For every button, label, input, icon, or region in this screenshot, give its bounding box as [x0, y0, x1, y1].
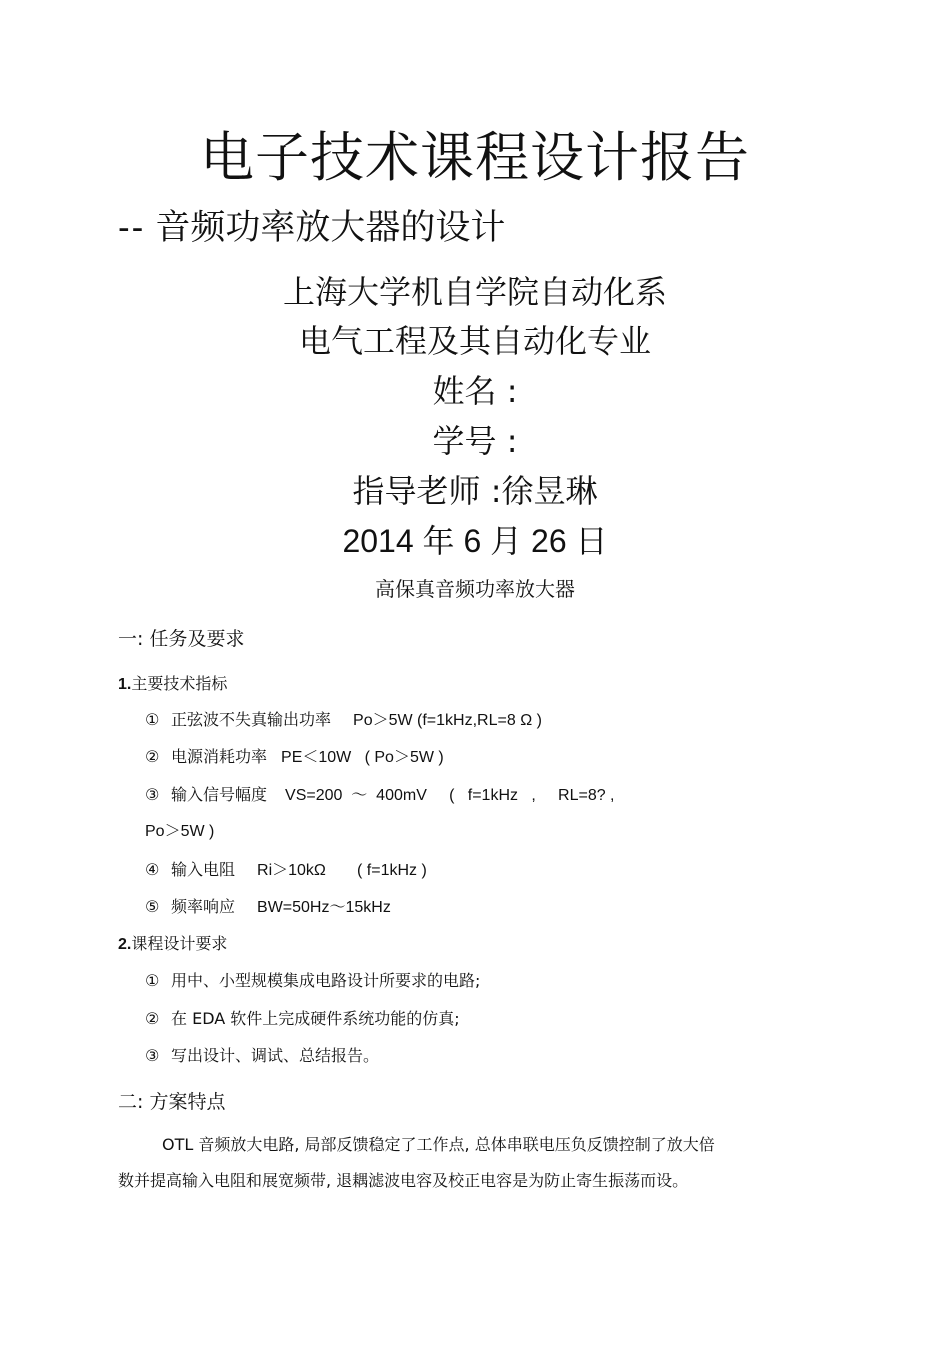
- section1-heading: 一: 任务及要求: [118, 628, 245, 650]
- spec-item-continuation: Po＞5W ): [145, 823, 215, 840]
- date-year-char: 年: [422, 522, 455, 560]
- item-number: ②: [145, 1009, 160, 1028]
- sub2-title: 课程设计要求: [131, 934, 228, 953]
- school-line: 上海大学机自学院自动化系: [282, 273, 667, 311]
- section1-sub2-heading: [118, 933, 227, 956]
- name-label: 姓名 :: [432, 372, 518, 410]
- item-number: ①: [145, 710, 160, 729]
- item-text: 写出设计、调试、总结报告。: [171, 1046, 380, 1065]
- subtitle-dash: --: [118, 208, 146, 247]
- subtitle-text: 音频功率放大器的设计: [155, 208, 506, 248]
- item-number: ④: [145, 860, 160, 879]
- item-label: 输入电阻: [171, 860, 236, 879]
- item-text: 在 EDA 软件上完成硬件系统功能的仿真;: [171, 1009, 460, 1028]
- item-value: Ri＞10kΩ ( f=1kHz ): [257, 862, 427, 879]
- date-month: 6: [463, 523, 482, 559]
- date-day: 26: [531, 523, 567, 559]
- item-number: ①: [145, 971, 160, 990]
- requirement-item: [145, 970, 480, 992]
- item-label: 正弦波不失真输出功率: [171, 710, 332, 729]
- paragraph-line: OTL 音频放大电路, 局部反馈稳定了工作点, 总体串联电压负反馈控制了放大倍: [162, 1135, 715, 1154]
- requirement-item: [145, 1045, 379, 1067]
- sub1-number: 1.: [118, 676, 132, 693]
- requirement-item: [145, 1008, 460, 1030]
- major-line: 电气工程及其自动化专业: [298, 322, 651, 360]
- item-label: 频率响应: [171, 897, 236, 916]
- section1-sub1-heading: [118, 673, 227, 696]
- item-text: 用中、小型规模集成电路设计所要求的电路;: [171, 971, 481, 990]
- item-value: BW=50Hz～15kHz: [257, 899, 391, 916]
- item-value: PE＜10W ( Po＞5W ): [281, 749, 444, 766]
- sub2-number: 2.: [118, 936, 132, 953]
- spec-item: [145, 896, 391, 919]
- item-number: ③: [145, 785, 160, 804]
- item-label: 输入信号幅度: [171, 785, 268, 804]
- spec-item: [145, 746, 444, 769]
- paragraph-line: 数并提高输入电阻和展宽频带, 退耦滤波电容及校正电容是为防止寄生振荡而设。: [118, 1171, 689, 1190]
- item-value: Po＞5W (f=1kHz,RL=8 Ω ): [353, 712, 542, 729]
- item-value: VS=200 ～ 400mV ( f=1kHz , RL=8? ,: [285, 787, 615, 804]
- date-month-char: 月: [490, 522, 523, 560]
- section2-heading: 二: 方案特点: [118, 1091, 226, 1113]
- spec-item: [145, 784, 615, 807]
- spec-item: [145, 859, 427, 882]
- item-label: 电源消耗功率: [171, 747, 268, 766]
- advisor-line: 指导老师 :徐昱琳: [352, 472, 598, 510]
- item-number: ②: [145, 747, 160, 766]
- spec-item: [145, 709, 542, 732]
- student-id-label: 学号 :: [432, 422, 518, 460]
- date-year: 2014: [342, 523, 414, 559]
- report-date: [0, 520, 950, 562]
- item-number: ③: [145, 1046, 160, 1065]
- item-number: ⑤: [145, 897, 160, 916]
- sub1-title: 主要技术指标: [131, 674, 228, 693]
- topic-title: 高保真音频功率放大器: [375, 577, 575, 601]
- report-title: 电子技术课程设计报告: [200, 126, 750, 189]
- report-subtitle: [118, 205, 505, 251]
- date-day-char: 日: [575, 522, 608, 560]
